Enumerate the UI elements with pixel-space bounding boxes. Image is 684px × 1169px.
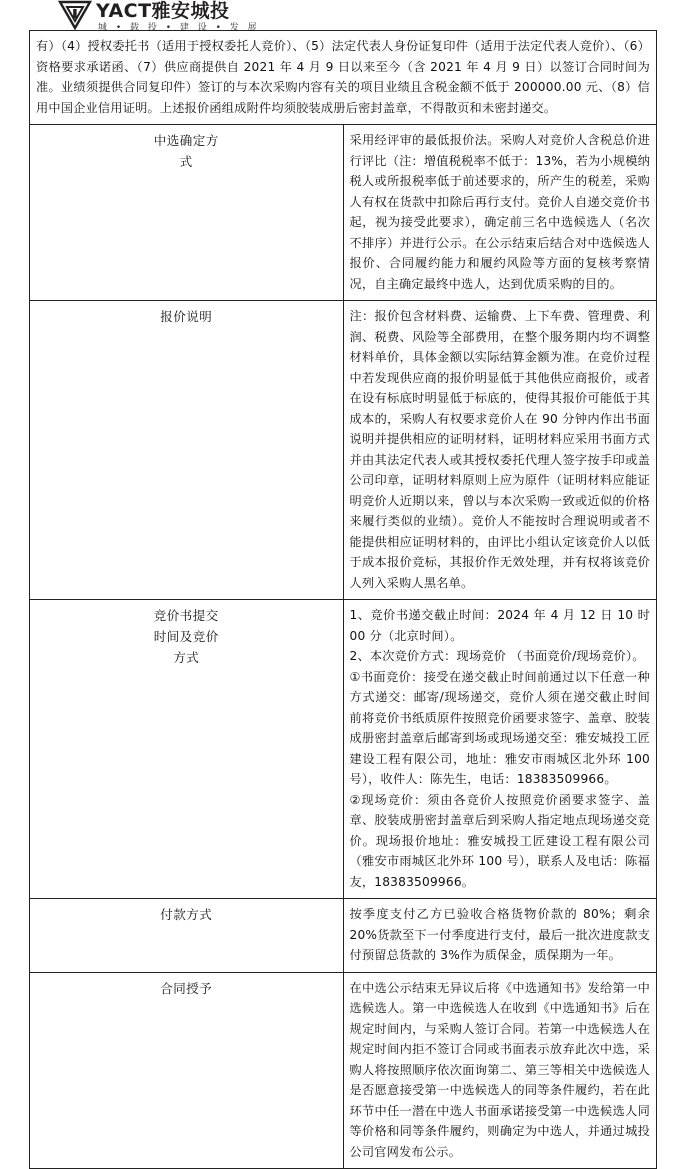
row-label-quote-notes <box>30 301 344 600</box>
row-label-submission <box>30 600 344 899</box>
logo-text: YACT雅安城投 <box>96 0 230 22</box>
row-content-contract-award <box>343 972 657 1169</box>
paragraph: ②现场竞价：须由各竞价人按照竞价函要求签字、盖章、胶装成册密封盖章后到采购人指定地点现场递交竞价。现场报价地址：雅安城投工匠建设工程有限公司（雅安市雨城区北外环 100 号），联系人及电话：陈福友，18383509966。 <box>349 792 650 889</box>
row-content-selection-method <box>343 125 657 301</box>
label-line: 方式 <box>173 650 200 665</box>
paragraph: 采用经评审的最低报价法。采购人对竞价人含税总价进行评比（注：增值税税率不低于：13%，若为小规模纳税人或所报税率低于前述要求的，所产生的税差，采购人有权在货款中扣除后再行支付。竞价人自递交竞价书起，视为接受此要求），确定前三名中选候选人（名次不排序）并进行公示。在公示结束后结合对中选候选人报价、合同履约能力和履约风险等方面的复核考察情况，自主确定最终中选人，达到优质采购的目的。 <box>349 133 650 291</box>
paragraph: 在中选公示结束无异议后将《中选通知书》发给第一中选候选人。第一中选候选人在收到《中选通知书》后在规定时间内，与采购人签订合同。若第一中选候选人在规定时间内拒不签订合同或书面表示放弃此次中选，采购人将按照顺序依次面询第二、第三等相关中选候选人是否愿意接受第一中选候选人的同等条件履约，若在此环节中任一潜在中选人书面承诺接受第一中选候选人同等价格和同等条件履约，则确定为中选人，并通过城投公司官网发布公示。 <box>349 980 650 1159</box>
logo-subtitle: 城 • 载 投 • 建 设 • 发 展 <box>98 23 260 33</box>
label-line: 合同授予 <box>160 980 213 996</box>
label-line: 中选确定方 <box>153 133 219 148</box>
row-content-payment <box>343 899 657 973</box>
row-content-quote-notes <box>343 301 657 600</box>
label-line: 报价说明 <box>160 309 213 324</box>
paragraph: 按季度支付乙方已验收合格货物价款的 80%；剩余 20%货款至下一付季度进行支付，最后一批次进度款支付预留总货款的 3%作为质保金，质保期为一年。 <box>349 907 650 962</box>
row-label-payment <box>30 899 344 973</box>
label-line: 式 <box>179 154 193 169</box>
paragraph: 有）（4）授权委托书（适用于授权委托人竞价）、（5）法定代表人身份证复印件（适用于法定代表人竞价）、（6）资格要求承诺函、（7）供应商提供自 2021 年 4 月 9 日以来至今（含 2021 年 4 月 9 日）以签订合同时间为准。业绩须提供合同复印件）签订的与本次采购内容有关的项目业绩且含税金额不低于 200000.00 元、（8）信用中国企业信用证明。上述报价函组成附件均须胶装成册后密封盖章，不得散页和未密封递交。 <box>36 39 650 115</box>
table-row <box>30 899 657 973</box>
table-row <box>30 31 657 125</box>
table-row <box>30 972 657 1169</box>
paragraph: ①书面竞价：接受在递交截止时间前通过以下任意一种方式递交：邮寄/现场递交，竞价人须在递交截止时间前将竞价书纸质原件按照竞价函要求签字、盖章、胶装成册密封盖章后邮寄到场或现场递交至：雅安城投工匠建设工程有限公司，地址：雅安市雨城区北外环 100 号），收件人：陈先生，电话：18383509966。 <box>349 669 650 786</box>
label-line: 时间及竞价 <box>153 629 219 644</box>
continuation-cell <box>30 31 657 125</box>
row-label-selection-method <box>30 125 344 301</box>
table-row <box>30 600 657 899</box>
paragraph: 2、本次竞价方式：现场竞价 （书面竞价/现场竞价）。 <box>349 649 645 663</box>
logo-mark-icon <box>58 0 92 30</box>
paragraph: 注：报价包含材料费、运输费、上下车费、管理费、利润、税费、风险等全部费用，在整个服务期内均不调整材料单价，具体金额以实际结算金额为准。在竞价过程中若发现供应商的报价明显低于其他供应商报价，或者在设有标底时明显低于标底的，使得其报价可能低于其成本的，采购人有权要求竞价人在 90 分钟内作出书面说明并提供相应的证明材料，证明材料应采用书面方式并由其法定代表人或其授权委托代理人签字按手印或盖公司印章，证明材料原则上应为原件（证明材料应能证明竞价人近期以来，曾以与本次采购一致或近似的价格来履行类似的业绩）。竞价人不能按时合理说明或者不能提供相应证明材料的，由评比小组认定该竞价人以低于成本报价竞标，其报价作无效处理，并有权将该竞价人列入采购人黑名单。 <box>349 309 650 590</box>
label-line: 付款方式 <box>160 907 213 922</box>
table-row <box>30 301 657 600</box>
paragraph: 1、竞价书递交截止时间：2024 年 4 月 12 日 10 时 00 分（北京时间）。 <box>349 608 650 643</box>
label-line: 竞价书提交 <box>153 608 219 623</box>
bid-terms-table <box>29 30 657 1169</box>
table-row <box>30 125 657 301</box>
row-content-submission <box>343 600 657 899</box>
company-logo <box>58 0 318 34</box>
row-label-contract-award <box>30 972 344 1169</box>
